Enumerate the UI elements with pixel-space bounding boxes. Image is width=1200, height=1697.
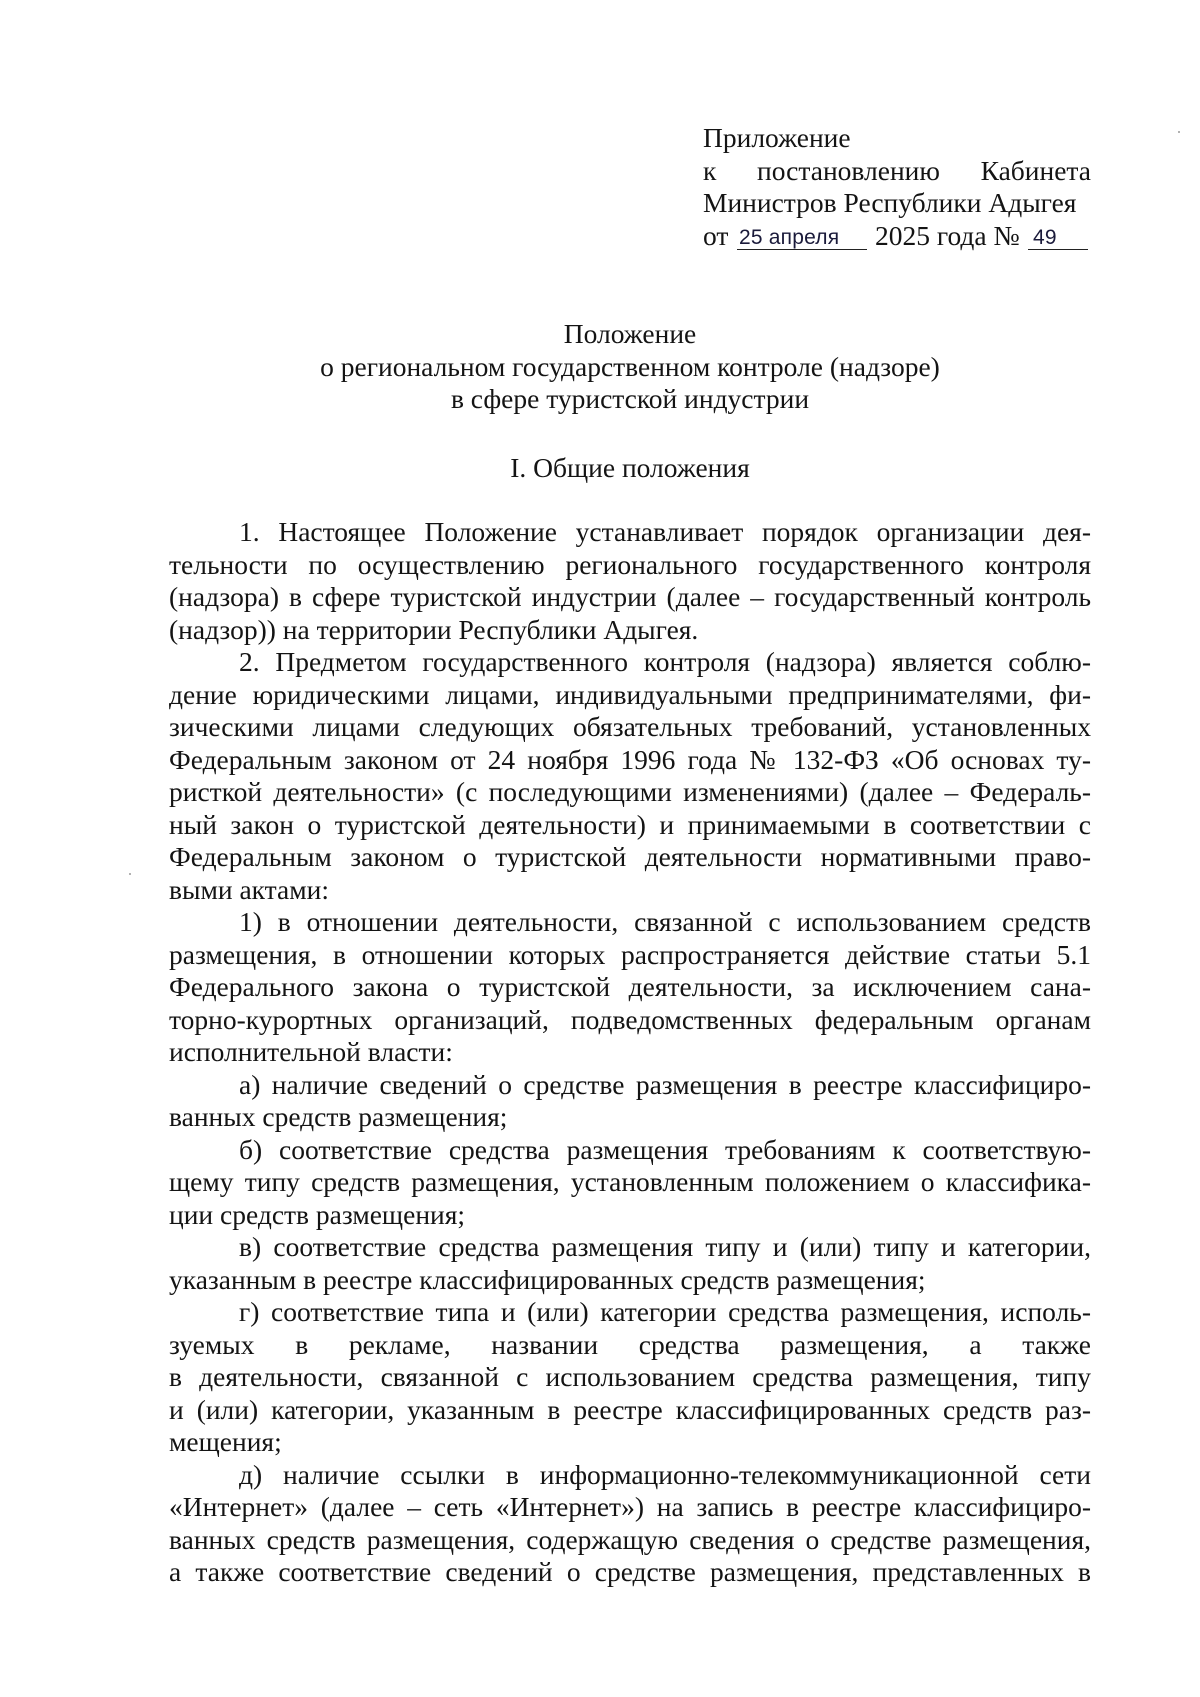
title-line-3: в сфере туристской индустрии bbox=[450, 383, 810, 414]
paragraph-line: щему типу средств размещения, установленным положением о классифика- bbox=[169, 1166, 1091, 1197]
date-underline bbox=[737, 249, 867, 250]
paragraph-line: 1) в отношении деятельности, связанной с использованием средств bbox=[239, 906, 1091, 937]
handwritten-number: 49 bbox=[1033, 225, 1057, 249]
paragraph-line: д) наличие ссылки в информационно-телекоммуникационной сети bbox=[239, 1458, 1091, 1490]
paragraph-line: ный закон о туристской деятельности) и принимаемыми в соответствии с bbox=[169, 808, 1091, 840]
paragraph-line: 1. Настоящее Положение устанавливает порядок организации дея- bbox=[239, 516, 1091, 547]
date-prefix: от bbox=[703, 219, 729, 251]
scan-speck bbox=[1178, 131, 1180, 133]
section-heading: I. Общие положения bbox=[510, 452, 750, 483]
paragraph-line: ванных средств размещения; bbox=[169, 1101, 508, 1132]
document-title bbox=[200, 318, 1060, 416]
paragraph-line: (надзор)) на территории Республики Адыгея. bbox=[169, 613, 699, 645]
title-line-1: Положение bbox=[563, 318, 697, 349]
paragraph-line: а) наличие сведений о средстве размещения в реестре классифициро- bbox=[239, 1068, 1091, 1100]
paragraph-line: ристкой деятельности» (с последующими изменениями) (далее – Федераль- bbox=[169, 776, 1091, 807]
title-line-2: о региональном государственном контроле (надзоре) bbox=[320, 350, 940, 382]
paragraph-line: размещения, в отношении которых распространяется действие статьи 5.1 bbox=[169, 938, 1091, 970]
date-year: 2025 года № bbox=[875, 219, 1020, 251]
paragraph-line: торно-курортных организаций, подведомственных федеральным органам bbox=[169, 1003, 1091, 1035]
approval-line-2: к постановлению Кабинета bbox=[703, 154, 1091, 186]
paragraph-line: 2. Предметом государственного контроля (надзора) является соблю- bbox=[239, 646, 1091, 677]
paragraph-line: зическими лицами следующих обязательных требований, установленных bbox=[169, 711, 1091, 742]
paragraph-line: в деятельности, связанной с использованием средства размещения, типу bbox=[169, 1361, 1091, 1392]
paragraph-line: зуемых в рекламе, названии средства размещения, а также bbox=[169, 1328, 1091, 1360]
approval-block bbox=[703, 122, 1091, 252]
approval-line-3: Министров Республики Адыгея bbox=[703, 187, 1077, 218]
paragraph-line: «Интернет» (далее – сеть «Интернет») на запись в реестре классифициро- bbox=[169, 1491, 1091, 1522]
paragraph-line: г) соответствие типа и (или) категории средства размещения, исполь- bbox=[239, 1296, 1091, 1327]
paragraph-line: мещения; bbox=[169, 1426, 282, 1457]
handwritten-date: 25 апреля bbox=[739, 225, 840, 249]
body-text bbox=[169, 516, 1091, 1589]
paragraph-line: ции средств размещения; bbox=[169, 1198, 466, 1230]
paragraph-line: и (или) категории, указанным в реестре классифицированных средств раз- bbox=[169, 1393, 1091, 1425]
paragraph-line: ванных средств размещения, содержащую сведения о средстве размещения, bbox=[169, 1523, 1091, 1555]
number-underline bbox=[1028, 249, 1088, 250]
paragraph-line: в) соответствие средства размещения типу и (или) типу и категории, bbox=[239, 1231, 1091, 1262]
scan-speck bbox=[129, 873, 131, 875]
paragraph-line: Федерального закона о туристской деятельности, за исключением сана- bbox=[169, 971, 1091, 1002]
paragraph-line: (надзора) в сфере туристской индустрии (далее – государственный контроль bbox=[169, 581, 1091, 612]
paragraph-line: Федеральным законом о туристской деятельности нормативными право- bbox=[169, 841, 1091, 872]
approval-date-line bbox=[703, 220, 1091, 253]
paragraph-line: указанным в реестре классифицированных средств размещения; bbox=[169, 1263, 926, 1295]
paragraph-line: Федеральным законом от 24 ноября 1996 года № 132-ФЗ «Об основах ту- bbox=[169, 743, 1091, 775]
paragraph-line: а также соответствие сведений о средстве размещения, представленных в bbox=[169, 1556, 1091, 1587]
paragraph-line: дение юридическими лицами, индивидуальными предпринимателями, фи- bbox=[169, 678, 1091, 710]
paragraph-line: тельности по осуществлению регионального государственного контроля bbox=[169, 548, 1091, 580]
paragraph-line: исполнительной власти: bbox=[169, 1036, 453, 1067]
paragraph-line: б) соответствие средства размещения требованиям к соответствую- bbox=[239, 1133, 1091, 1165]
paragraph-line: выми актами: bbox=[169, 873, 329, 905]
approval-line-1: Приложение bbox=[703, 122, 851, 153]
